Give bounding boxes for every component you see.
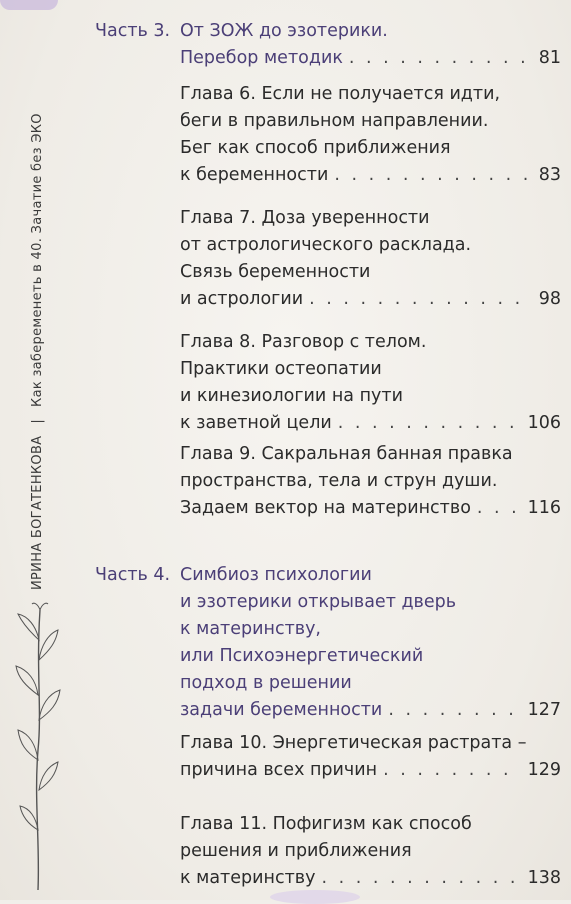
page-number: 83 — [538, 165, 561, 185]
entry-title-line: или Психоэнергетический — [180, 646, 424, 666]
entry-title-line: беги в правильном направлении. — [180, 111, 489, 131]
entry-title-line: и астрологии — [180, 289, 304, 309]
author-name: ИРИНА БОГАТЕНКОВА — [30, 435, 45, 590]
page-number: 98 — [538, 289, 561, 309]
entry-title-line: причина всех причин — [180, 760, 378, 780]
entry-title-line: от астрологического расклада. — [180, 235, 472, 255]
toc-entry-chapter-8[interactable] — [95, 329, 561, 437]
page-number: 81 — [538, 48, 561, 68]
entry-title-line: к материнству, — [180, 619, 321, 639]
toc-entry-chapter-10[interactable] — [95, 730, 561, 784]
dot-leader — [334, 162, 531, 189]
part-label: Часть 4. — [95, 565, 171, 585]
dot-leader — [309, 286, 531, 313]
header-separator: | — [30, 418, 45, 424]
entry-title-line: Связь беременности — [180, 262, 371, 282]
running-header-text — [30, 113, 45, 590]
entry-title-line: Глава 7. Доза уверенности — [180, 208, 430, 228]
bottom-decorative-blob — [270, 890, 360, 904]
entry-title-line: Задаем вектор на материнство — [180, 498, 471, 518]
entry-title-line: решения и приближения — [180, 841, 412, 861]
vine-plant-icon — [8, 600, 68, 890]
entry-title-line: к заветной цели — [180, 413, 332, 433]
entry-title-line: подход в решении — [180, 673, 352, 693]
toc-entry-chapter-11[interactable] — [95, 811, 561, 892]
entry-title-line: и кинезиологии на пути — [180, 386, 403, 406]
entry-title-line: Глава 11. Пофигизм как способ — [180, 814, 472, 834]
toc-entry-part-3[interactable] — [95, 18, 561, 72]
entry-title-line: Глава 10. Энергетическая растрата – — [180, 733, 527, 753]
toc-entry-chapter-6[interactable] — [95, 81, 561, 189]
entry-title-line: Глава 8. Разговор с телом. — [180, 332, 427, 352]
dot-leader — [321, 865, 521, 892]
entry-title-line: Глава 6. Если не получается идти, — [180, 84, 501, 104]
toc-entry-part-4[interactable] — [95, 562, 561, 724]
entry-title-line: Практики остеопатии — [180, 359, 382, 379]
page-number: 138 — [527, 868, 561, 888]
entry-title-line: и эзотерики открывает дверь — [180, 592, 457, 612]
page-number: 127 — [527, 700, 561, 720]
dot-leader — [383, 757, 522, 784]
entry-title-line: к беременности — [180, 165, 329, 185]
page-number: 116 — [527, 498, 561, 518]
entry-title-line: Бег как способ приближения — [180, 138, 451, 158]
book-title: Как забеременеть в 40. Зачатие без ЭКО — [30, 113, 45, 407]
dot-leader — [338, 410, 522, 437]
entry-title-line: к материнству — [180, 868, 316, 888]
entry-title-line: Симбиоз психологии — [180, 565, 372, 585]
toc-entry-chapter-9[interactable] — [95, 441, 561, 522]
dot-leader — [477, 495, 522, 522]
page-number: 106 — [527, 413, 561, 433]
dot-leader — [349, 45, 531, 72]
part-label: Часть 3. — [95, 21, 171, 41]
dot-leader — [388, 697, 521, 724]
entry-title-line: Глава 9. Сакральная банная правка — [180, 444, 513, 464]
entry-title-line: От ЗОЖ до эзотерики. — [180, 21, 388, 41]
entry-title-line: задачи беременности — [180, 700, 383, 720]
entry-title-line: пространства, тела и струн души. — [180, 471, 498, 491]
entry-title-line: Перебор методик — [180, 48, 343, 68]
toc-entry-chapter-7[interactable] — [95, 205, 561, 313]
page-number: 129 — [527, 760, 561, 780]
